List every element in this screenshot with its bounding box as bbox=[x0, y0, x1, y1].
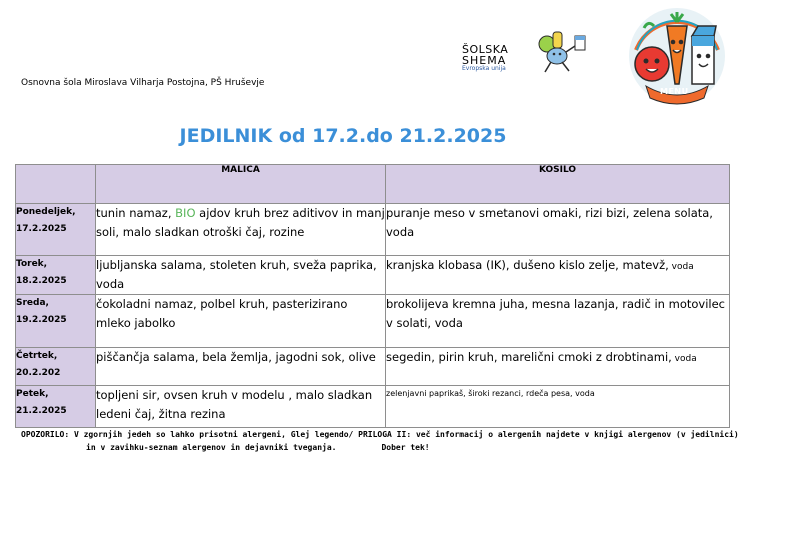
day-cell bbox=[16, 256, 96, 295]
day-cell bbox=[16, 386, 96, 428]
day-date: 17.2.2025 bbox=[16, 224, 67, 234]
kosilo-text: kranjska klobasa (IK), dušeno kislo zelje, matevž, bbox=[386, 258, 669, 272]
day-date: 19.2.2025 bbox=[16, 315, 67, 325]
school-name: Osnovna šola Miroslava Vilharja Postojna, PŠ Hruševje bbox=[21, 78, 265, 88]
bio-label: BIO bbox=[175, 206, 196, 220]
kosilo-cell: puranje meso v smetanovi omaki, rizi bizi, zelena solata, voda bbox=[386, 204, 730, 256]
day-cell bbox=[16, 348, 96, 386]
kosilo-cell bbox=[386, 348, 730, 386]
header-kosilo: KOSILO bbox=[386, 165, 730, 204]
day-cell bbox=[16, 295, 96, 348]
malica-cell: piščančja salama, bela žemlja, jagodni sok, olive bbox=[96, 348, 386, 386]
kosilo-text: segedin, pirin kruh, marelični cmoki z drobtinami, bbox=[386, 350, 672, 364]
menu-table bbox=[15, 164, 730, 428]
greeting: Dober tek! bbox=[381, 443, 430, 452]
allergen-note bbox=[21, 428, 739, 454]
table-row bbox=[16, 295, 730, 348]
kosilo-cell bbox=[386, 256, 730, 295]
malica-cell: čokoladni namaz, polbel kruh, pasterizirano mleko jabolko bbox=[96, 295, 386, 348]
malica-cell bbox=[96, 204, 386, 256]
day-name: Sreda, bbox=[16, 298, 49, 308]
malica-cell: topljeni sir, ovsen kruh v modelu , malo sladkan ledeni čaj, žitna rezina bbox=[96, 386, 386, 428]
day-name: Torek, bbox=[16, 259, 48, 269]
kosilo-drink: voda bbox=[668, 262, 694, 272]
day-date: 18.2.2025 bbox=[16, 276, 67, 286]
page-title: JEDILNIK od 17.2.do 21.2.2025 bbox=[179, 125, 507, 147]
menu-logo-label: MENU bbox=[660, 87, 689, 96]
table-header-row bbox=[16, 165, 730, 204]
table-row bbox=[16, 386, 730, 428]
malica-cell: ljubljanska salama, stoleten kruh, sveža paprika, voda bbox=[96, 256, 386, 295]
fruit-vegetable-milk-mascot-icon bbox=[531, 24, 589, 74]
day-name: Ponedeljek, bbox=[16, 207, 76, 217]
table-row bbox=[16, 204, 730, 256]
malica-text-cont: ajdov kruh brez aditivov in manj soli, malo sladkan otroški čaj, rozine bbox=[96, 206, 385, 239]
header-corner-cell bbox=[16, 165, 96, 204]
kosilo-cell: brokolijeva kremna juha, mesna lazanja, radič in motovilec v solati, voda bbox=[386, 295, 730, 348]
malica-text: tunin namaz, bbox=[96, 206, 176, 220]
shema-logo-line1: ŠOLSKA bbox=[462, 43, 509, 56]
shema-logo-line2: SHEMA bbox=[462, 54, 507, 67]
allergen-note-line2-text: in v zavihku-seznam alergenov in dejavniki tveganja. bbox=[86, 443, 337, 452]
shema-logo-line3: Evropska unija bbox=[462, 65, 506, 72]
day-cell bbox=[16, 204, 96, 256]
day-name: Četrtek, bbox=[16, 351, 58, 361]
header-malica: MALICA bbox=[96, 165, 386, 204]
solska-shema-logo bbox=[456, 22, 591, 88]
menu-logo bbox=[624, 6, 730, 108]
day-date: 20.2.202 bbox=[16, 368, 61, 378]
day-name: Petek, bbox=[16, 389, 49, 399]
day-date: 21.2.2025 bbox=[16, 406, 67, 416]
table-row bbox=[16, 348, 730, 386]
allergen-note-line2 bbox=[21, 441, 739, 454]
allergen-note-line1: OPOZORILO: V zgornjih jedeh so lahko prisotni alergeni, Glej legendo/ PRILOGA II: več informacij o alergenih najdete v knjigi alergenov (v jedilnici) bbox=[21, 430, 739, 439]
kosilo-cell: zelenjavni paprikaš, široki rezanci, rdeča pesa, voda bbox=[386, 386, 730, 428]
table-row bbox=[16, 256, 730, 295]
kosilo-drink: voda bbox=[671, 354, 697, 364]
